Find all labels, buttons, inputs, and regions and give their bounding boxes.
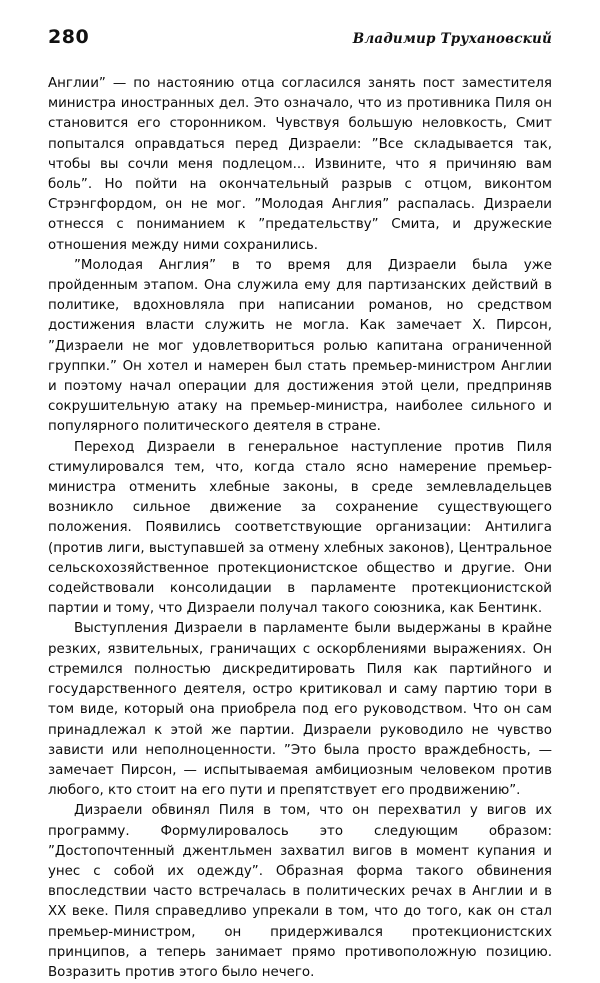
page-header <box>48 26 552 52</box>
page-number: 280 <box>48 26 90 48</box>
paragraph: Переход Дизраели в генеральное наступление против Пиля стимулировался тем, что, когда стало ясно намерение премьер-министра отменить хлебные законы, в среде землевладельцев возникло сильное движение за сохранение существующего положения. Появились соответствующие организации: Антилига (против лиги, выступавшей за отмену хлебных законов), Центральное сельскохозяйственное протекционистское общество и другие. Они содействовали консолидации в парламенте протекционистской партии и тому, что Дизраели получал такого союзника, как Бентинк. <box>48 439 552 617</box>
body-text <box>48 74 552 983</box>
paragraph: Выступления Дизраели в парламенте были выдержаны в крайне резких, язвительных, граничащих с оскорблениями выражениях. Он стремился полностью дискредитировать Пиля как партийного и государственного деятеля, остро критиковал и саму партию тори в том виде, который она приобрела под его руководством. Что он сам принадлежал к этой же партии. Дизраели руководило не чувство зависти или неполноценности. ”Это была просто враждебность, — замечает Пирсон, — испытываемая амбициозным человеком против любого, кто стоит на его пути и препятствует его продвижению”. <box>48 621 552 799</box>
paragraph: Дизраели обвинял Пиля в том, что он перехватил у вигов их программу. Формулировалось это следующим образом: ”Достопочтенный джентльмен захватил вигов в момент купания и унес с собой их одежду”. Образная форма такого обвинения впоследствии часто встречалась в политических речах в Англии и в XX веке. Пиля справедливо упрекали в том, что до того, как он стал премьер-министром, он придерживался протекционистских принципов, а теперь занимает прямо противоположную позицию. Возразить против этого было нечего. <box>48 803 552 980</box>
paragraph: Англии” — по настоянию отца согласился занять пост заместителя министра иностранных дел. Это означало, что из противника Пиля он становится его сторонником. Чувствуя большую неловкость, Смит попытался оправдаться перед Дизраели: ”Все складывается так, чтобы вы сочли меня подлецом... Извините, что я причиняю вам боль”. Но пойти на окончательный разрыв с отцом, виконтом Стрэнгфордом, он не мог. ”Молодая Англия” распалась. Дизраели отнесся с пониманием к ”предательству” Смита, и дружеские отношения между ними сохранились. <box>48 76 552 253</box>
running-title: Владимир Трухановский <box>352 31 552 47</box>
paragraph: ”Молодая Англия” в то время для Дизраели была уже пройденным этапом. Она служила ему для партизанских действий в политике, вдохновляла при написании романов, но средством достижения власти служить не могла. Как замечает X. Пирсон, ”Дизраели не мог удовлетвориться ролью капитана ограниченной группки.” Он хотел и намерен был стать премьер-министром Англии и поэтому начал операции для достижения этой цели, предприняв сокрушительную атаку на премьер-министра, наиболее сильного и популярного политического деятеля в стране. <box>48 257 552 435</box>
